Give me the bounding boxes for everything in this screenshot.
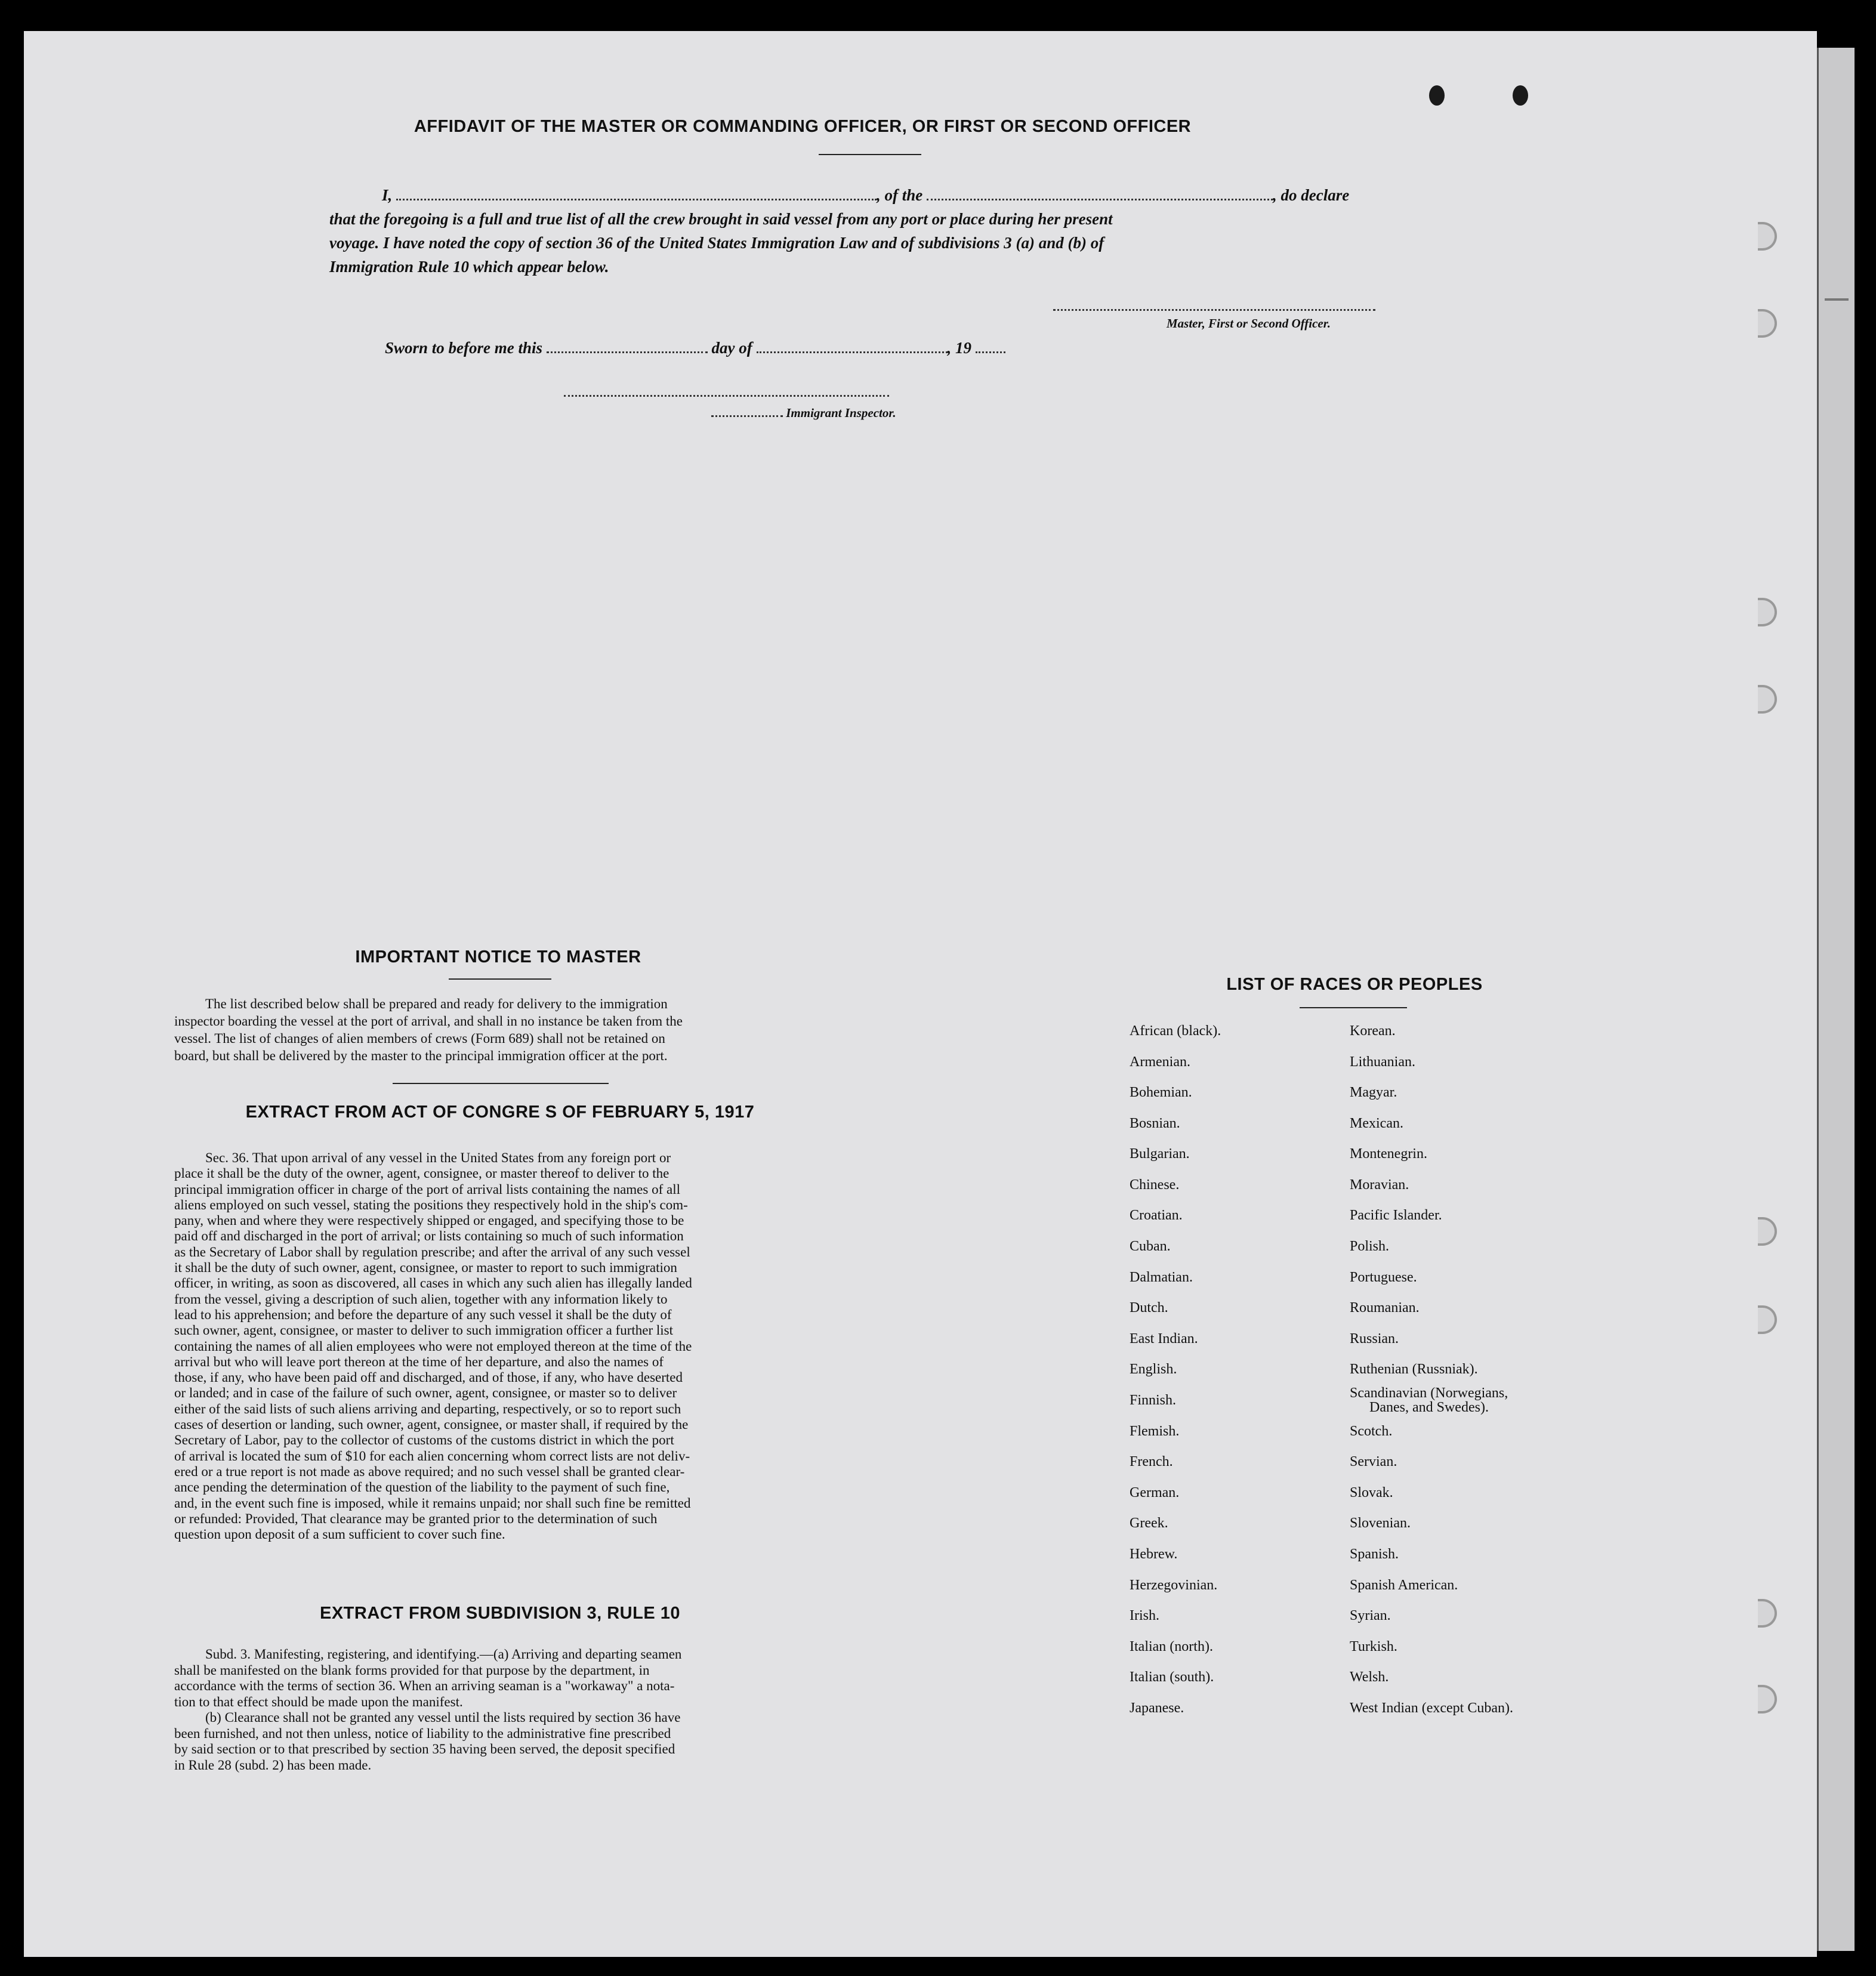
race-right-item: Mexican. — [1350, 1116, 1403, 1131]
act-line: ance pending the determination of the question of the liability to the payment of such fine, — [174, 1480, 670, 1495]
race-left-item: German. — [1130, 1485, 1180, 1500]
underlying-page-edge — [1817, 48, 1855, 1951]
notice-body — [174, 995, 826, 1064]
act-line: containing the names of all alien employees who were not employed thereon at the time of the — [174, 1338, 692, 1354]
rule-line: in Rule 28 (subd. 2) has been made. — [174, 1757, 372, 1773]
inspector-label-row — [711, 406, 896, 421]
act-line: or refunded: Provided, That clearance may be granted prior to the determination of such — [174, 1511, 658, 1526]
act-line: those, if any, who have been paid off and discharged, and of those, if any, who have deserted — [174, 1370, 683, 1385]
act-line: it shall be the duty of such owner, agent, consignee, or master to report to such immigration — [174, 1260, 677, 1276]
rule-line: by said section or to that prescribed by section 35 having been served, the deposit specified — [174, 1742, 675, 1756]
day-blank — [547, 350, 708, 353]
inspector-signature-line — [564, 395, 889, 397]
month-blank — [757, 350, 948, 353]
signature-line — [1053, 309, 1375, 311]
affidavit-line-4: Immigration Rule 10 which appear below. — [329, 258, 609, 276]
sworn-day-of: day of — [711, 339, 752, 357]
year-blank — [976, 350, 1005, 353]
act-extract-body — [174, 1150, 826, 1542]
race-left-item: African (black). — [1130, 1023, 1221, 1039]
race-left-item: Finnish. — [1130, 1393, 1177, 1408]
race-left-item: Cuban. — [1130, 1239, 1171, 1254]
race-right-item: Portuguese. — [1350, 1270, 1417, 1285]
inspector-label: Immigrant Inspector. — [786, 406, 896, 420]
name-blank — [396, 197, 877, 200]
punch-hole — [1429, 85, 1445, 106]
inspector-prefix-blank — [711, 414, 783, 417]
notice-section-divider — [393, 1083, 609, 1084]
race-right-item: Scotch. — [1350, 1424, 1393, 1439]
rule-extract-body — [174, 1647, 826, 1773]
race-left-item: Dutch. — [1130, 1300, 1168, 1316]
rule-line: been furnished, and not then unless, notice of liability to the administrative fine prescribed — [174, 1725, 671, 1741]
rule-line: shall be manifested on the blank forms provided for that purpose by the department, in — [174, 1662, 650, 1678]
race-left-item: Dalmatian. — [1130, 1270, 1193, 1285]
punch-hole — [1513, 85, 1528, 106]
act-line: aliens employed on such vessel, stating the positions they respectively hold in the ship's com- — [174, 1197, 688, 1212]
race-right-item: Korean. — [1350, 1023, 1396, 1039]
race-left-item: Bulgarian. — [1130, 1146, 1190, 1162]
affidavit-declare: , do declare — [1273, 186, 1350, 204]
act-line: officer, in writing, as soon as discovered, all cases in which any such alien has illegally landed — [174, 1276, 692, 1291]
sworn-line — [385, 339, 1005, 357]
race-left-item: Italian (south). — [1130, 1669, 1214, 1685]
act-line: ered or a true report is not made as above required; and no such vessel shall be granted clear- — [174, 1464, 685, 1479]
act-line: as the Secretary of Labor shall by regulation prescribe; and after the arrival of any such vessel — [174, 1244, 690, 1259]
race-right-item: West Indian (except Cuban). — [1350, 1700, 1513, 1716]
race-left-item: Bohemian. — [1130, 1085, 1192, 1100]
race-right-item: Syrian. — [1350, 1608, 1391, 1623]
race-right-item: Spanish. — [1350, 1546, 1399, 1562]
act-line: arrival but who will leave port thereon at the time of her departure, and also the names of — [174, 1354, 664, 1369]
signature-label: Master, First or Second Officer. — [1167, 316, 1331, 331]
race-left-item: French. — [1130, 1454, 1173, 1469]
race-right-item: Magyar. — [1350, 1085, 1397, 1100]
affidavit-line-3: voyage. I have noted the copy of section 36 of the United States Immigration Law and of subdivisions 3 (a) and (b) of — [329, 234, 1104, 252]
act-line: and, in the event such fine is imposed, while it remains unpaid; nor shall such fine be remitted — [174, 1495, 691, 1511]
act-line: question upon deposit of a sum sufficient to cover such fine. — [174, 1527, 505, 1542]
race-left-item: Japanese. — [1130, 1700, 1184, 1716]
race-right-item: Slovenian. — [1350, 1515, 1411, 1531]
act-line: Secretary of Labor, pay to the collector of customs of the customs district in which the port — [174, 1432, 674, 1448]
race-left-item: Hebrew. — [1130, 1546, 1178, 1562]
race-left-item: East Indian. — [1130, 1331, 1198, 1347]
notice-line: The list described below shall be prepared and ready for delivery to the immigration — [205, 996, 668, 1011]
sworn-year: , 19 — [947, 339, 972, 357]
race-left-item: Croatian. — [1130, 1208, 1183, 1223]
race-left-item: Armenian. — [1130, 1054, 1190, 1070]
race-left-item: English. — [1130, 1361, 1177, 1377]
act-line: such owner, agent, consignee, or master to deliver to such immigration officer a further list — [174, 1323, 673, 1338]
rule-line: tion to that effect should be made upon the manifest. — [174, 1694, 463, 1709]
race-left-item: Italian (north). — [1130, 1639, 1213, 1654]
rule-line: (b) Clearance shall not be granted any vessel until the lists required by section 36 have — [205, 1710, 681, 1725]
act-line: either of the said lists of such aliens arriving and departing, respectively, or so to report such — [174, 1401, 681, 1416]
race-right-item: Lithuanian. — [1350, 1054, 1415, 1070]
race-right-item: Polish. — [1350, 1239, 1390, 1254]
act-line: cases of desertion or landing, such owner, agent, consignee, or master shall, if required by the — [174, 1417, 689, 1432]
race-right-item: Russian. — [1350, 1331, 1399, 1347]
race-right-item: Scandinavian (Norwegians, — [1350, 1385, 1508, 1401]
races-divider — [1300, 1007, 1407, 1008]
act-line: Sec. 36. That upon arrival of any vessel in the United States from any foreign port or — [205, 1150, 671, 1165]
race-right-item: Danes, and Swedes). — [1369, 1400, 1489, 1415]
title-divider — [819, 154, 921, 155]
act-line: of arrival is located the sum of $10 for each alien concerning whom correct lists are not deliv- — [174, 1448, 690, 1464]
affidavit-line-1 — [382, 186, 1349, 205]
rule-line: Subd. 3. Manifesting, registering, and identifying.—(a) Arriving and departing seamen — [205, 1647, 682, 1662]
act-line: place it shall be the duty of the owner, agent, consignee, or master thereof to deliver to the — [174, 1166, 669, 1181]
act-line: paid off and discharged in the port of arrival; or lists containing so much of such information — [174, 1228, 684, 1244]
affidavit-i: I, — [382, 186, 393, 204]
race-left-item: Flemish. — [1130, 1424, 1180, 1439]
affidavit-line-2: that the foregoing is a full and true list of all the crew brought in said vessel from any port or place during her present — [329, 210, 1113, 228]
race-right-item: Moravian. — [1350, 1177, 1409, 1193]
race-right-item: Spanish American. — [1350, 1577, 1458, 1593]
sworn-prefix: Sworn to before me this — [385, 339, 543, 357]
act-line: from the vessel, giving a description of such alien, together with any information likely to — [174, 1291, 668, 1307]
notice-line: inspector boarding the vessel at the port of arrival, and shall in no instance be taken from the — [174, 1014, 683, 1029]
race-right-item: Servian. — [1350, 1454, 1397, 1469]
race-right-item: Roumanian. — [1350, 1300, 1420, 1316]
vessel-blank — [927, 197, 1273, 200]
race-left-item: Chinese. — [1130, 1177, 1180, 1193]
act-line: lead to his apprehension; and before the departure of any such vessel it shall be the duty of — [174, 1307, 672, 1322]
act-line: pany, when and where they were respectively shipped or engaged, and specifying those to be — [174, 1213, 684, 1228]
notice-line: board, but shall be delivered by the master to the principal immigration officer at the port. — [174, 1048, 668, 1063]
notice-title: IMPORTANT NOTICE TO MASTER — [355, 947, 641, 967]
rule-extract-title: EXTRACT FROM SUBDIVISION 3, RULE 10 — [319, 1604, 680, 1623]
act-line: or landed; and in case of the failure of such owner, agent, consignee, or master so to deliver — [174, 1385, 677, 1401]
race-left-item: Bosnian. — [1130, 1116, 1180, 1131]
race-right-item: Pacific Islander. — [1350, 1208, 1442, 1223]
affidavit-of-the: , of the — [877, 186, 923, 204]
race-right-item: Turkish. — [1350, 1639, 1397, 1654]
race-right-item: Slovak. — [1350, 1485, 1393, 1500]
rule-line: accordance with the terms of section 36. When an arriving seaman is a "workaway" a nota- — [174, 1678, 675, 1693]
race-right-item: Ruthenian (Russniak). — [1350, 1361, 1478, 1377]
race-right-item: Montenegrin. — [1350, 1146, 1427, 1162]
act-extract-title: EXTRACT FROM ACT OF CONGRE S OF FEBRUARY 5, 1917 — [245, 1103, 755, 1122]
act-line: principal immigration officer in charge of the port of arrival lists containing the names of all — [174, 1181, 680, 1197]
race-right-item: Welsh. — [1350, 1669, 1389, 1685]
race-left-item: Greek. — [1130, 1515, 1168, 1531]
notice-divider — [449, 978, 551, 980]
race-left-item: Irish. — [1130, 1608, 1159, 1623]
notice-line: vessel. The list of changes of alien members of crews (Form 689) shall not be retained on — [174, 1031, 665, 1046]
affidavit-title: AFFIDAVIT OF THE MASTER OR COMMANDING OFFICER, OR FIRST OR SECOND OFFICER — [414, 117, 1192, 136]
race-left-item: Herzegovinian. — [1130, 1577, 1218, 1593]
races-title: LIST OF RACES OR PEOPLES — [1226, 975, 1483, 994]
